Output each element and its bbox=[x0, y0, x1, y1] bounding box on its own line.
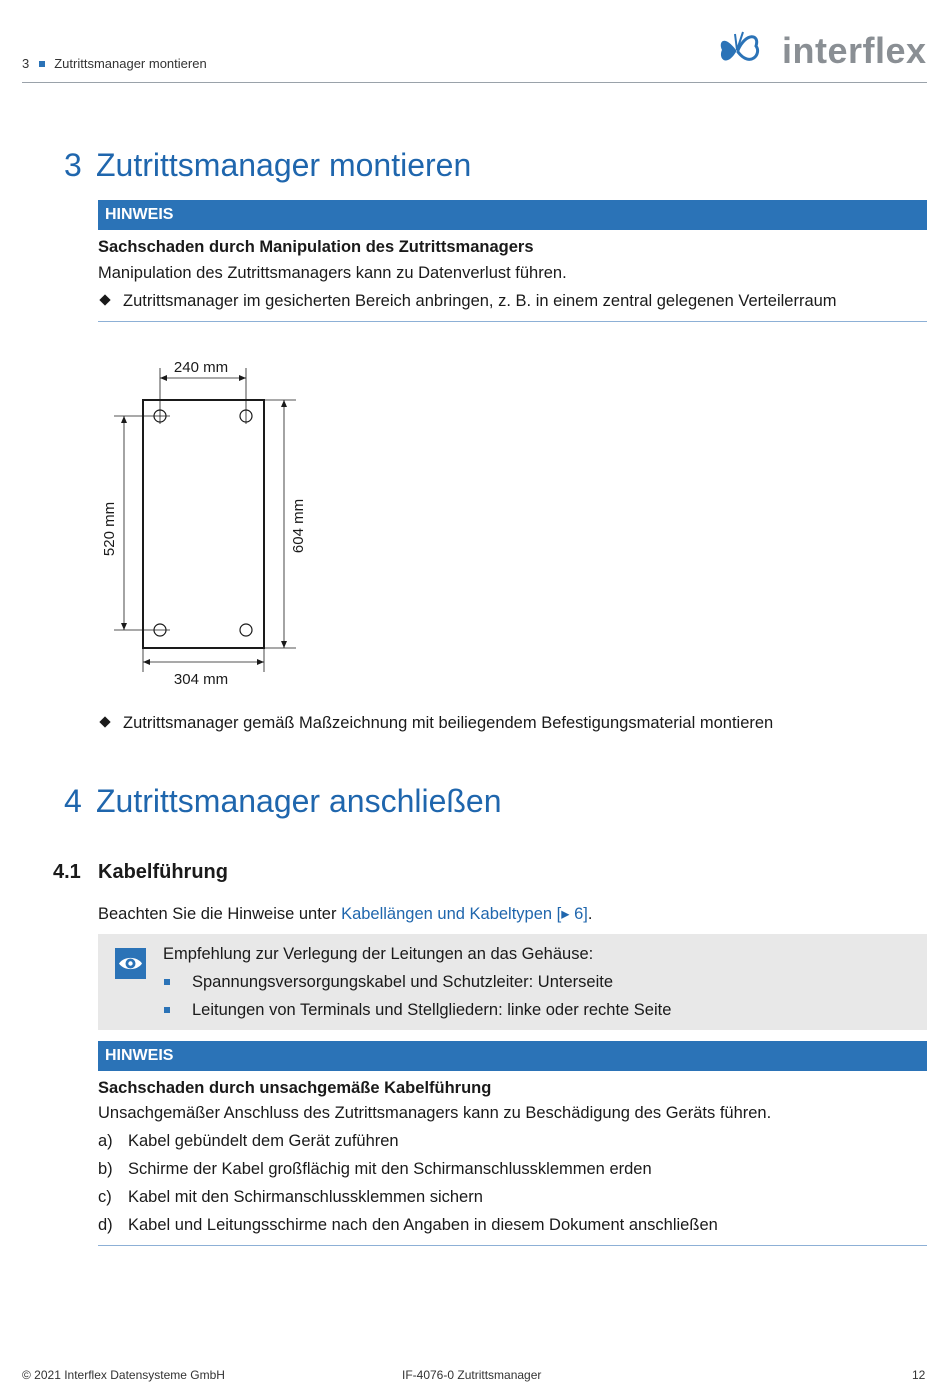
list-item bbox=[98, 1188, 483, 1207]
cable-intro-end: . bbox=[587, 905, 593, 923]
link-page: 6] bbox=[569, 905, 588, 923]
notice-2-heading: Sachschaden durch unsachgemäße Kabelführung bbox=[98, 1079, 492, 1097]
housing-outline bbox=[143, 400, 264, 648]
tip-item bbox=[164, 1001, 671, 1020]
interflex-logo bbox=[716, 28, 928, 72]
running-header bbox=[22, 56, 207, 71]
header-separator-square bbox=[39, 61, 45, 67]
section-3-number: 3 bbox=[64, 147, 82, 183]
dim-left-label: 520 mm bbox=[101, 501, 118, 557]
subsection-number: 4.1 bbox=[53, 861, 81, 883]
section-4-title: Zutrittsmanager anschließen bbox=[96, 783, 502, 819]
tip-title: Empfehlung zur Verlegung der Leitungen an das Gehäuse: bbox=[163, 945, 594, 963]
notice-1-heading: Sachschaden durch Manipulation des Zutrittsmanagers bbox=[98, 238, 534, 256]
dimension-drawing bbox=[90, 352, 320, 692]
list-item bbox=[98, 1216, 718, 1235]
dim-bottom-label: 304 mm bbox=[173, 671, 229, 688]
cable-intro bbox=[98, 904, 593, 924]
cable-length-link[interactable] bbox=[341, 905, 588, 923]
logo-wordmark: interflex bbox=[782, 30, 927, 71]
dim-right-label: 604 mm bbox=[290, 498, 307, 554]
list-label: a) bbox=[98, 1132, 113, 1150]
list-item bbox=[98, 1132, 399, 1151]
notice-banner-2: HINWEIS bbox=[98, 1041, 927, 1071]
notice-2-text: Unsachgemäßer Anschluss des Zutrittsmanagers kann zu Beschädigung des Geräts führen. bbox=[98, 1104, 772, 1122]
mounting-hole bbox=[240, 624, 252, 636]
butterfly-logo-icon bbox=[716, 28, 776, 72]
list-text: Kabel und Leitungsschirme nach den Angaben in diesem Dokument anschließen bbox=[128, 1216, 718, 1234]
notice-2-separator bbox=[98, 1245, 927, 1246]
eye-icon bbox=[115, 948, 146, 979]
tip-item bbox=[164, 973, 613, 992]
section-4-number: 4 bbox=[64, 783, 82, 819]
diamond-bullet-icon bbox=[99, 294, 110, 305]
link-text: Kabellängen und Kabeltypen [ bbox=[341, 905, 562, 923]
footer-page-number: 12 bbox=[912, 1368, 926, 1382]
notice-banner-1: HINWEIS bbox=[98, 200, 927, 230]
notice-1-separator bbox=[98, 321, 927, 322]
notice-1-action bbox=[98, 292, 837, 311]
page-arrow-icon: ▸ bbox=[561, 905, 570, 923]
mounting-instruction-text: Zutrittsmanager gemäß Maßzeichnung mit beiliegendem Befestigungsmaterial montieren bbox=[123, 714, 774, 732]
section-3-heading bbox=[64, 147, 471, 184]
tip-box bbox=[98, 934, 927, 1030]
list-text: Schirme der Kabel großflächig mit den Schirmanschlussklemmen erden bbox=[128, 1160, 652, 1178]
subsection-4-1-heading bbox=[53, 861, 228, 884]
header-rule bbox=[22, 82, 927, 83]
list-item bbox=[98, 1160, 652, 1179]
section-3-title: Zutrittsmanager montieren bbox=[96, 147, 472, 183]
list-label: d) bbox=[98, 1216, 113, 1234]
list-label: b) bbox=[98, 1160, 113, 1178]
dim-top-label: 240 mm bbox=[173, 359, 229, 376]
footer-copyright: © 2021 Interflex Datensysteme GmbH bbox=[22, 1368, 225, 1382]
notice-1-text: Manipulation des Zutrittsmanagers kann zu Datenverlust führen. bbox=[98, 264, 567, 282]
cable-intro-text: Beachten Sie die Hinweise unter bbox=[98, 905, 342, 923]
notice-1-action-text: Zutrittsmanager im gesicherten Bereich anbringen, z. B. in einem zentral gelegenen Verteilerraum bbox=[123, 292, 837, 310]
footer-document-id: IF-4076-0 Zutrittsmanager bbox=[402, 1368, 542, 1382]
list-text: Kabel gebündelt dem Gerät zuführen bbox=[128, 1132, 399, 1150]
list-label: c) bbox=[98, 1188, 112, 1206]
mounting-instruction bbox=[98, 714, 773, 733]
diamond-bullet-icon bbox=[99, 716, 110, 727]
section-4-heading bbox=[64, 783, 502, 820]
tip-item-text: Leitungen von Terminals und Stellgliedern: linke oder rechte Seite bbox=[192, 1001, 672, 1019]
square-bullet-icon bbox=[164, 1007, 170, 1013]
tip-item-text: Spannungsversorgungskabel und Schutzleiter: Unterseite bbox=[192, 973, 614, 991]
header-chapter-title: Zutrittsmanager montieren bbox=[54, 56, 207, 71]
header-chapter-number: 3 bbox=[22, 56, 30, 71]
subsection-title: Kabelführung bbox=[98, 861, 228, 883]
square-bullet-icon bbox=[164, 979, 170, 985]
list-text: Kabel mit den Schirmanschlussklemmen sichern bbox=[128, 1188, 483, 1206]
